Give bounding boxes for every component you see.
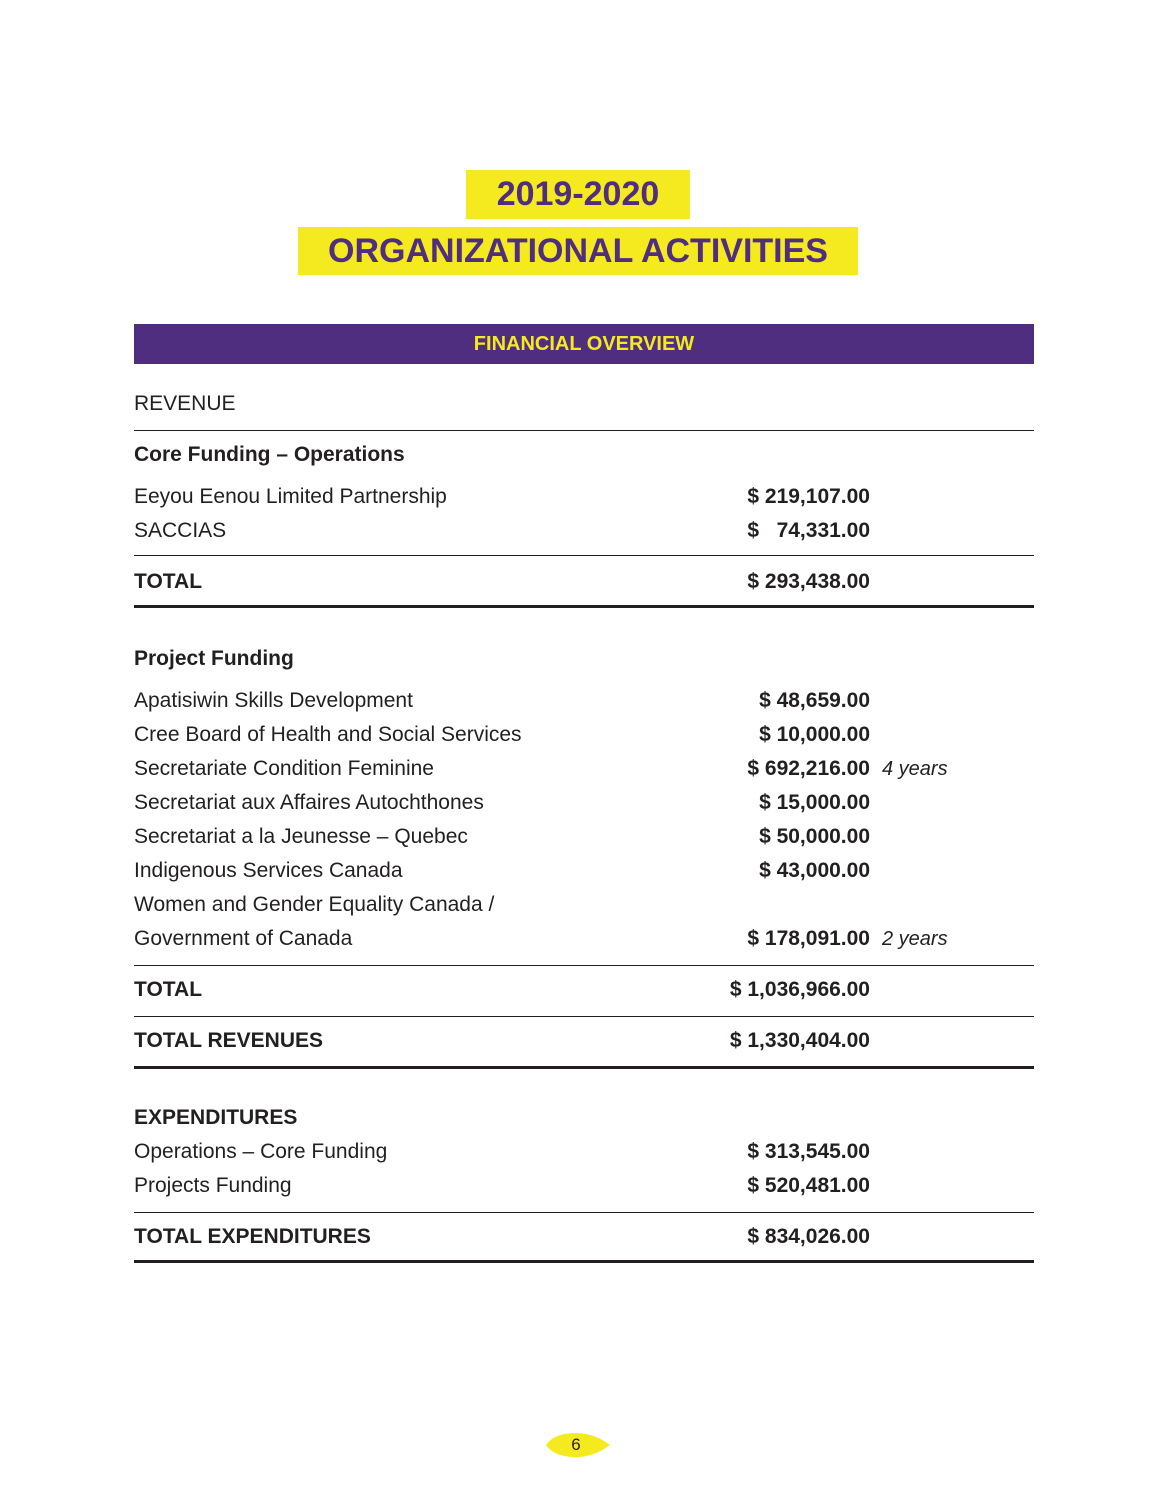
expenditure-item-name: Projects Funding <box>134 1174 292 1197</box>
divider <box>134 430 1034 431</box>
project-item-amount: $ 48,659.00 <box>759 689 870 712</box>
project-item-amount: $ 43,000.00 <box>759 859 870 882</box>
project-item-amount: $ 50,000.00 <box>759 825 870 848</box>
divider <box>134 1212 1034 1213</box>
project-item-amount: $ 15,000.00 <box>759 791 870 814</box>
revenue-label: REVENUE <box>134 392 236 415</box>
core-item-name: SACCIAS <box>134 519 227 542</box>
divider-thick <box>134 1260 1034 1263</box>
project-item-amount: $ 178,091.00 <box>747 927 870 950</box>
project-item-note: 2 years <box>882 928 948 950</box>
core-funding-heading: Core Funding – Operations <box>134 443 405 466</box>
divider <box>134 965 1034 966</box>
page-number: 6 <box>571 1435 581 1454</box>
project-item-amount: $ 10,000.00 <box>759 723 870 746</box>
project-item-note: 4 years <box>882 758 948 780</box>
core-item-amount: $ 219,107.00 <box>747 485 870 508</box>
total-revenues-label: TOTAL REVENUES <box>134 1029 324 1052</box>
project-item-name: Secretariat aux Affaires Autochthones <box>134 791 484 814</box>
project-item-name: Secretariate Condition Feminine <box>134 757 434 780</box>
divider <box>134 555 1034 556</box>
divider-thick <box>134 1066 1034 1069</box>
section-banner: FINANCIAL OVERVIEW <box>134 324 1034 364</box>
project-item-name: Apatisiwin Skills Development <box>134 689 413 712</box>
page-title: ORGANIZATIONAL ACTIVITIES <box>298 227 858 275</box>
expenditures-heading: EXPENDITURES <box>134 1106 298 1129</box>
project-item-name: Cree Board of Health and Social Services <box>134 723 522 746</box>
expenditure-item-amount: $ 313,545.00 <box>747 1140 870 1163</box>
total-expenditures-amount: $ 834,026.00 <box>747 1225 870 1248</box>
project-item-name: Government of Canada <box>134 927 353 950</box>
project-total-amount: $ 1,036,966.00 <box>729 978 870 1001</box>
core-total-label: TOTAL <box>134 570 203 593</box>
report-year: 2019-2020 <box>466 170 690 219</box>
project-item-name: Indigenous Services Canada <box>134 859 403 882</box>
core-total-amount: $ 293,438.00 <box>747 570 870 593</box>
project-item-name: Secretariat a la Jeunesse – Quebec <box>134 825 468 848</box>
project-funding-heading: Project Funding <box>134 647 294 670</box>
expenditure-item-amount: $ 520,481.00 <box>747 1174 870 1197</box>
total-expenditures-label: TOTAL EXPENDITURES <box>134 1225 371 1248</box>
divider-thick <box>134 605 1034 608</box>
project-item-amount: $ 692,216.00 <box>747 757 870 780</box>
expenditure-item-name: Operations – Core Funding <box>134 1140 388 1163</box>
core-item-name: Eeyou Eenou Limited Partnership <box>134 485 447 508</box>
core-item-amount: $ 74,331.00 <box>747 519 870 542</box>
project-item-name: Women and Gender Equality Canada / <box>134 893 495 916</box>
project-total-label: TOTAL <box>134 978 203 1001</box>
divider <box>134 1016 1034 1017</box>
total-revenues-amount: $ 1,330,404.00 <box>729 1029 870 1052</box>
